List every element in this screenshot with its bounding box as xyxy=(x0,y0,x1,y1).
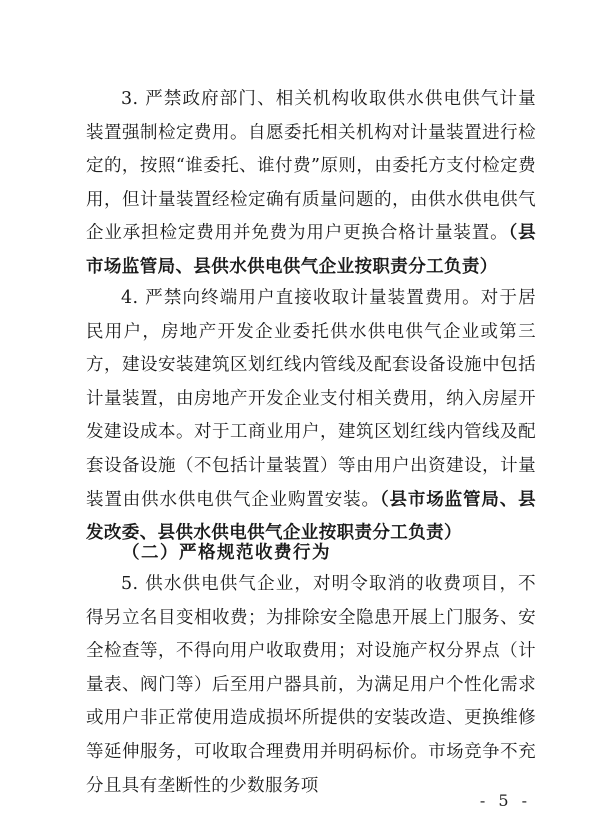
page-number: - 5 - xyxy=(479,791,531,810)
section-heading: （二）严格规范收费行为 xyxy=(122,543,331,563)
paragraph-item-4 xyxy=(86,282,536,551)
item-3-responsibility: （县市场监管局、县供水供电供气企业按职责分工负责） xyxy=(86,223,536,277)
item-3-text: 3. 严禁政府部门、相关机构收取供水供电供气计量装置强制检定费用。自愿委托相关机构对计量装置进行检定的，按照“谁委托、谁付费”原则，由委托方支付检定费用，但计量装置经检定确有质量问题的，由供水供电供气企业承担检定费用并免费为用户更换合格计量装置。 xyxy=(86,89,536,244)
item-4-text: 4. 严禁向终端用户直接收取计量装置费用。对于居民用户，房地产开发企业委托供水供电供气企业或第三方，建设安装建筑区划红线内管线及配套设备设施中包括计量装置，由房地产开发企业支付相关费用，纳入房屋开发建设成本。对于工商业用户，建筑区划红线内管线及配套设备设施（不包括计量装置）等由用户出资建设，计量装置由供水供电供气企业购置安装。 xyxy=(86,288,536,510)
item-5-text: 5. 供水供电供气企业，对明令取消的收费项目，不得另立名目变相收费；为排除安全隐患开展上门服务、安全检查等，不得向用户收取费用；对设施产权分界点（计量表、阀门等）后至用户器具前，为满足用户个性化需求或用户非正常使用造成损坏所提供的安装改造、更换维修等延伸服务，可收取合理费用并明码标价。市场竞争不充分且具有垄断性的少数服务项 xyxy=(86,574,536,796)
item-4-responsibility: （县市场监管局、县发改委、县供水供电供气企业按职责分工负责） xyxy=(86,489,536,544)
paragraph-item-3 xyxy=(86,83,536,285)
paragraph-item-5 xyxy=(86,568,536,803)
